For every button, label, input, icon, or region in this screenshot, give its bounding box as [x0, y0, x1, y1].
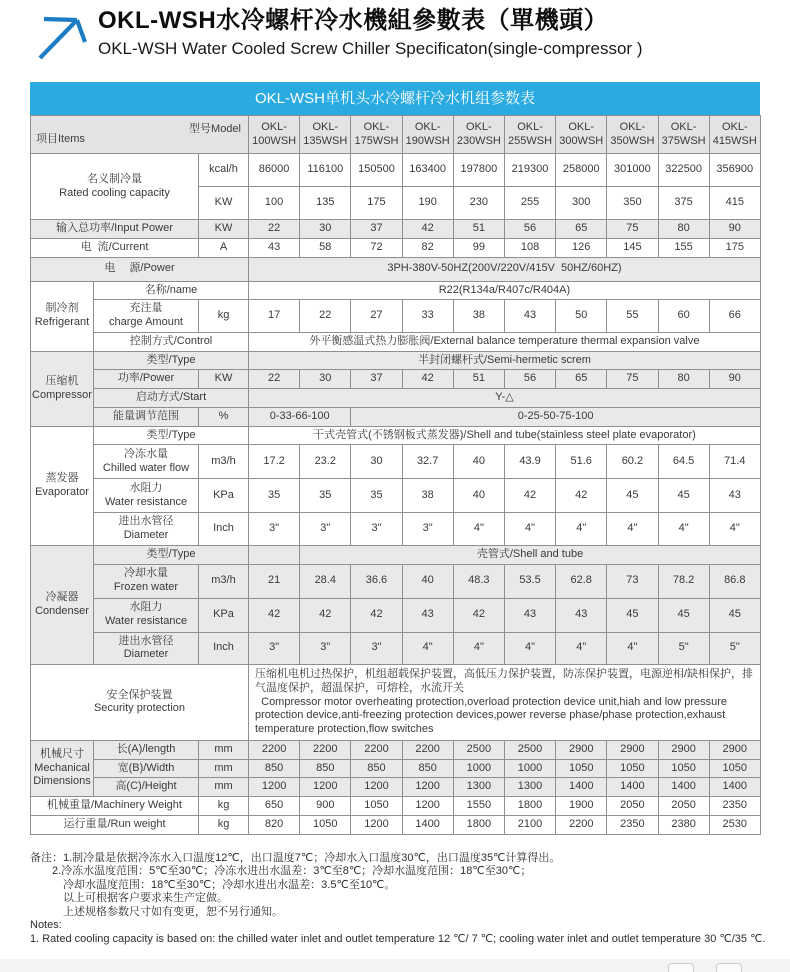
- model-header: OKL- 190WSH: [402, 116, 453, 154]
- value-cell: 43: [709, 479, 760, 513]
- row-label: 类型/Type: [94, 351, 249, 370]
- value-cell: 2200: [351, 740, 402, 759]
- value-cell: 51: [453, 220, 504, 239]
- unit-cell: KW: [199, 370, 249, 389]
- row-label: 启动方式/Start: [94, 389, 249, 408]
- value-cell: 2500: [453, 740, 504, 759]
- value-cell: 4": [504, 632, 555, 665]
- spec-value: 半封闭螺杆式/Semi-hermetic screm: [249, 351, 761, 370]
- page-header: [30, 0, 760, 82]
- value-cell: 219300: [504, 154, 555, 187]
- value-cell: 197800: [453, 154, 504, 187]
- value-cell: 1800: [504, 797, 555, 816]
- value-cell: 37: [351, 370, 402, 389]
- unit-cell: mm: [199, 740, 249, 759]
- value-cell: 900: [300, 797, 351, 816]
- row-label: 水阻力 Water resistance: [94, 598, 199, 632]
- table-row: [31, 445, 761, 479]
- value-cell: 48.3: [453, 564, 504, 598]
- value-cell: 86.8: [709, 564, 760, 598]
- value-cell: 75: [607, 370, 658, 389]
- row-label: 名义制冷量 Rated cooling capacity: [31, 154, 199, 220]
- value-cell: 3": [402, 513, 453, 546]
- value-cell: 45: [709, 598, 760, 632]
- value-cell: 126: [556, 238, 607, 257]
- value-cell: 23.2: [300, 445, 351, 479]
- table-row: [31, 238, 761, 257]
- value-cell: 1050: [658, 759, 709, 778]
- model-header: OKL- 230WSH: [453, 116, 504, 154]
- value-cell: 258000: [556, 154, 607, 187]
- value-cell: 1200: [249, 778, 300, 797]
- value-cell: 5": [709, 632, 760, 665]
- value-cell: 51.6: [556, 445, 607, 479]
- value-cell: 108: [504, 238, 555, 257]
- spec-value: 3PH-380V-50HZ(200V/220V/415V 50HZ/60HZ): [249, 257, 761, 281]
- value-cell: 43: [504, 300, 555, 333]
- cutoff-element: [668, 963, 694, 972]
- value-cell: 2350: [709, 797, 760, 816]
- notes-section: [30, 852, 775, 947]
- value-cell: 4": [556, 632, 607, 665]
- value-cell: 301000: [607, 154, 658, 187]
- value-cell: 1400: [709, 778, 760, 797]
- spec-value: 壳管式/Shell and tube: [300, 545, 761, 564]
- table-row: [31, 351, 761, 370]
- table-row: [31, 665, 761, 741]
- value-cell: 2900: [556, 740, 607, 759]
- model-header: OKL- 375WSH: [658, 116, 709, 154]
- value-cell: 2900: [607, 740, 658, 759]
- value-cell: 40: [453, 445, 504, 479]
- value-cell: 2100: [504, 815, 555, 834]
- value-cell: 175: [351, 187, 402, 220]
- value-cell: 1400: [607, 778, 658, 797]
- table-row: [31, 407, 761, 426]
- value-cell: 35: [300, 479, 351, 513]
- value-cell: 1050: [556, 759, 607, 778]
- table-row: [31, 426, 761, 445]
- value-cell: 43.9: [504, 445, 555, 479]
- value-cell: 3": [300, 632, 351, 665]
- value-cell: 45: [607, 598, 658, 632]
- value-cell: 30: [351, 445, 402, 479]
- value-cell: 4": [402, 632, 453, 665]
- page: [30, 0, 766, 946]
- row-label: 冷却水量 Frozen water: [94, 564, 199, 598]
- value-cell: 5": [658, 632, 709, 665]
- table-row: [31, 332, 761, 351]
- value-cell: 230: [453, 187, 504, 220]
- table-row: [31, 759, 761, 778]
- value-cell: 17.2: [249, 445, 300, 479]
- value-cell: 90: [709, 220, 760, 239]
- table-row: [31, 564, 761, 598]
- unit-cell: A: [199, 238, 249, 257]
- value-cell: 1400: [658, 778, 709, 797]
- value-cell: 66: [709, 300, 760, 333]
- value-cell: 73: [607, 564, 658, 598]
- unit-cell: KPa: [199, 479, 249, 513]
- value-cell: 3": [351, 513, 402, 546]
- value-cell: 4": [607, 632, 658, 665]
- value-cell: 375: [658, 187, 709, 220]
- value-cell: 3": [300, 513, 351, 546]
- unit-cell: Inch: [199, 632, 249, 665]
- unit-cell: kg: [199, 815, 249, 834]
- value-cell: 350: [607, 187, 658, 220]
- row-label: 电 流/Current: [31, 238, 199, 257]
- value-cell: 45: [658, 479, 709, 513]
- note-line: 以上可根据客户要求来生产定做。: [30, 892, 228, 904]
- unit-cell: m3/h: [199, 445, 249, 479]
- row-label: 能量调节范围: [94, 407, 199, 426]
- spec-table-body: [31, 116, 761, 835]
- group-label: 冷凝器 Condenser: [31, 545, 94, 664]
- table-title-banner: OKL-WSH单机头水冷螺杆冷水机组参数表: [30, 82, 760, 115]
- value-cell: 42: [453, 598, 504, 632]
- table-row: [31, 632, 761, 665]
- value-cell: 51: [453, 370, 504, 389]
- value-cell: 71.4: [709, 445, 760, 479]
- value-cell: 80: [658, 220, 709, 239]
- value-cell: 55: [607, 300, 658, 333]
- value-cell: 42: [402, 220, 453, 239]
- value-cell: 1200: [351, 815, 402, 834]
- table-row: [31, 545, 761, 564]
- row-label: 名称/name: [94, 281, 249, 300]
- value-cell: 850: [402, 759, 453, 778]
- value-cell: 30: [300, 220, 351, 239]
- corner-model-label: 型号Model: [189, 123, 241, 135]
- value-cell: 21: [249, 564, 300, 598]
- table-row: [31, 598, 761, 632]
- value-cell: 116100: [300, 154, 351, 187]
- value-cell: 65: [556, 220, 607, 239]
- value-cell: 22: [300, 300, 351, 333]
- table-row: [31, 513, 761, 546]
- spec-table: [30, 115, 761, 835]
- group-label: 蒸发器 Evaporator: [31, 426, 94, 545]
- value-cell: 37: [351, 220, 402, 239]
- value-cell: 62.8: [556, 564, 607, 598]
- table-row: [31, 257, 761, 281]
- row-label: 水阻力 Water resistance: [94, 479, 199, 513]
- spec-value: R22(R134a/R407c/R404A): [249, 281, 761, 300]
- value-cell: 4": [453, 632, 504, 665]
- value-cell: 43: [556, 598, 607, 632]
- value-cell: 3": [351, 632, 402, 665]
- spec-value: Y-△: [249, 389, 761, 408]
- value-cell: 60: [658, 300, 709, 333]
- value-cell: 56: [504, 370, 555, 389]
- corner-items-label: 项目Items: [36, 133, 85, 145]
- value-cell: 45: [658, 598, 709, 632]
- note-line: Notes:: [30, 919, 62, 931]
- value-cell: 190: [402, 187, 453, 220]
- value-cell: 175: [709, 238, 760, 257]
- value-cell: 36.6: [351, 564, 402, 598]
- value-cell: 155: [658, 238, 709, 257]
- note-line: 2.冷冻水温度范围：5℃至30℃；冷冻水进出水温差：3℃至8℃；冷却水温度范围：18℃至30℃；: [30, 865, 532, 877]
- unit-cell: kg: [199, 797, 249, 816]
- row-label: 类型/Type: [94, 545, 249, 564]
- value-cell: 1300: [504, 778, 555, 797]
- value-cell: 42: [300, 598, 351, 632]
- value-cell: 99: [453, 238, 504, 257]
- value-cell: 1050: [300, 815, 351, 834]
- value-cell: 32.7: [402, 445, 453, 479]
- value-cell: 65: [556, 370, 607, 389]
- value-cell: 2380: [658, 815, 709, 834]
- value-cell: 4": [607, 513, 658, 546]
- value-cell: 22: [249, 220, 300, 239]
- unit-cell: kcal/h: [199, 154, 249, 187]
- model-header: OKL- 350WSH: [607, 116, 658, 154]
- value-cell: 27: [351, 300, 402, 333]
- value-cell: 17: [249, 300, 300, 333]
- table-row: [31, 370, 761, 389]
- value-cell: 2530: [709, 815, 760, 834]
- value-cell: 1050: [709, 759, 760, 778]
- spec-value: 干式壳管式(不锈钢板式蒸发器)/Shell and tube(stainless steel plate evaporator): [249, 426, 761, 445]
- table-row: [31, 154, 761, 187]
- spec-value: 外平衡感温式热力膨胀阀/External balance temperature thermal expansion valve: [249, 332, 761, 351]
- value-cell: 50: [556, 300, 607, 333]
- value-cell: 356900: [709, 154, 760, 187]
- unit-cell: kg: [199, 300, 249, 333]
- value-cell: 64.5: [658, 445, 709, 479]
- model-header: OKL- 255WSH: [504, 116, 555, 154]
- arrow-up-right-icon: [30, 8, 88, 62]
- value-cell: 2050: [658, 797, 709, 816]
- row-label: 功率/Power: [94, 370, 199, 389]
- table-row: [31, 815, 761, 834]
- unit-cell: %: [199, 407, 249, 426]
- value-cell: 22: [249, 370, 300, 389]
- model-header: OKL- 175WSH: [351, 116, 402, 154]
- value-cell: 43: [249, 238, 300, 257]
- value-cell: 850: [351, 759, 402, 778]
- value-cell: 42: [504, 479, 555, 513]
- value-cell: 135: [300, 187, 351, 220]
- value-cell: 1200: [300, 778, 351, 797]
- note-line: 上述规格参数尺寸如有变更，恕不另行通知。: [30, 905, 283, 918]
- table-row: [31, 778, 761, 797]
- row-label: 机械重量/Machinery Weight: [31, 797, 199, 816]
- value-cell: 163400: [402, 154, 453, 187]
- note-line: 冷却水温度范围：18℃至30℃；冷却水进出水温差：3.5℃至10℃。: [30, 878, 396, 891]
- value-cell: 28.4: [300, 564, 351, 598]
- unit-cell: mm: [199, 778, 249, 797]
- value-cell: 1800: [453, 815, 504, 834]
- value-cell: 80: [658, 370, 709, 389]
- value-cell: 42: [556, 479, 607, 513]
- model-header: OKL- 135WSH: [300, 116, 351, 154]
- table-row: [31, 740, 761, 759]
- table-row: [31, 389, 761, 408]
- empty-cell: [249, 545, 300, 564]
- unit-cell: mm: [199, 759, 249, 778]
- value-cell: 33: [402, 300, 453, 333]
- value-cell: 4": [504, 513, 555, 546]
- value-cell: 38: [402, 479, 453, 513]
- note-line: 备注：1.制冷量是依据冷冻水入口温度12℃，出口温度7℃；冷却水入口温度30℃，出口温度35℃计算得出。: [30, 851, 561, 864]
- value-cell: 2900: [658, 740, 709, 759]
- model-header: OKL- 100WSH: [249, 116, 300, 154]
- value-cell: 100: [249, 187, 300, 220]
- row-label: 充注量 charge Amount: [94, 300, 199, 333]
- value-cell: 1050: [351, 797, 402, 816]
- spec-value: 0-25-50-75-100: [351, 407, 761, 426]
- value-cell: 820: [249, 815, 300, 834]
- value-cell: 1900: [556, 797, 607, 816]
- page-title: OKL-WSH水冷螺杆冷水機組參數表（單機頭）: [98, 7, 609, 34]
- value-cell: 4": [658, 513, 709, 546]
- value-cell: 40: [453, 479, 504, 513]
- value-cell: 43: [402, 598, 453, 632]
- value-cell: 1550: [453, 797, 504, 816]
- row-label: 类型/Type: [94, 426, 249, 445]
- value-cell: 850: [300, 759, 351, 778]
- spec-value: 0-33-66-100: [249, 407, 351, 426]
- row-label: 输入总功率/Input Power: [31, 220, 199, 239]
- value-cell: 72: [351, 238, 402, 257]
- value-cell: 2500: [504, 740, 555, 759]
- table-row: [31, 281, 761, 300]
- value-cell: 42: [402, 370, 453, 389]
- table-row: [31, 116, 761, 154]
- model-header: OKL- 300WSH: [556, 116, 607, 154]
- value-cell: 255: [504, 187, 555, 220]
- row-label: 控制方式/Control: [94, 332, 249, 351]
- row-label: 电 源/Power: [31, 257, 249, 281]
- value-cell: 38: [453, 300, 504, 333]
- value-cell: 2200: [556, 815, 607, 834]
- table-row: [31, 797, 761, 816]
- row-label: 冷冻水量 Chilled water flow: [94, 445, 199, 479]
- row-label: 安全保护装置 Security protection: [31, 665, 249, 741]
- value-cell: 1000: [453, 759, 504, 778]
- value-cell: 2050: [607, 797, 658, 816]
- note-line: 1. Rated cooling capacity is based on: the chilled water inlet and outlet temperature 12 ℃/ 7 ℃; cooling water inlet and outlet temperature 30 ℃/35 ℃.: [30, 932, 766, 945]
- value-cell: 1400: [556, 778, 607, 797]
- value-cell: 1300: [453, 778, 504, 797]
- value-cell: 2200: [249, 740, 300, 759]
- table-row: [31, 220, 761, 239]
- value-cell: 53.5: [504, 564, 555, 598]
- value-cell: 650: [249, 797, 300, 816]
- value-cell: 90: [709, 370, 760, 389]
- value-cell: 4": [453, 513, 504, 546]
- titles: [98, 0, 760, 59]
- value-cell: 42: [249, 598, 300, 632]
- value-cell: 58: [300, 238, 351, 257]
- value-cell: 30: [300, 370, 351, 389]
- value-cell: 75: [607, 220, 658, 239]
- unit-cell: Inch: [199, 513, 249, 546]
- page-subtitle: OKL-WSH Water Cooled Screw Chiller Specificaton(single-compressor ): [98, 38, 643, 58]
- value-cell: 86000: [249, 154, 300, 187]
- unit-cell: KW: [199, 187, 249, 220]
- value-cell: 415: [709, 187, 760, 220]
- table-row: [31, 479, 761, 513]
- value-cell: 4": [709, 513, 760, 546]
- value-cell: 3": [249, 513, 300, 546]
- value-cell: 322500: [658, 154, 709, 187]
- value-cell: 2200: [402, 740, 453, 759]
- value-cell: 1200: [351, 778, 402, 797]
- group-label: 制冷剂 Refrigerant: [31, 281, 94, 351]
- value-cell: 43: [504, 598, 555, 632]
- row-label: 运行重量/Run weight: [31, 815, 199, 834]
- table-row: [31, 300, 761, 333]
- value-cell: 1400: [402, 815, 453, 834]
- unit-cell: m3/h: [199, 564, 249, 598]
- value-cell: 3": [249, 632, 300, 665]
- value-cell: 145: [607, 238, 658, 257]
- model-header: OKL- 415WSH: [709, 116, 760, 154]
- value-cell: 82: [402, 238, 453, 257]
- value-cell: 42: [351, 598, 402, 632]
- value-cell: 1000: [504, 759, 555, 778]
- row-label: 高(C)/Height: [94, 778, 199, 797]
- value-cell: 45: [607, 479, 658, 513]
- value-cell: 35: [351, 479, 402, 513]
- row-label: 进出水管径 Diameter: [94, 632, 199, 665]
- value-cell: 35: [249, 479, 300, 513]
- group-label: 压缩机 Compressor: [31, 351, 94, 426]
- value-cell: 2200: [300, 740, 351, 759]
- row-label: 宽(B)/Width: [94, 759, 199, 778]
- cutoff-element: [716, 963, 742, 972]
- value-cell: 78.2: [658, 564, 709, 598]
- value-cell: 1200: [402, 797, 453, 816]
- value-cell: 300: [556, 187, 607, 220]
- unit-cell: KPa: [199, 598, 249, 632]
- value-cell: 150500: [351, 154, 402, 187]
- bottom-strip: [0, 959, 790, 972]
- value-cell: 40: [402, 564, 453, 598]
- corner-cell: [31, 116, 249, 154]
- value-cell: 2900: [709, 740, 760, 759]
- value-cell: 4": [556, 513, 607, 546]
- group-label: 机械尺寸 Mechanical Dimensions: [31, 740, 94, 796]
- value-cell: 56: [504, 220, 555, 239]
- value-cell: 850: [249, 759, 300, 778]
- value-cell: 1200: [402, 778, 453, 797]
- value-cell: 2350: [607, 815, 658, 834]
- unit-cell: KW: [199, 220, 249, 239]
- row-label: 长(A)/length: [94, 740, 199, 759]
- value-cell: 1050: [607, 759, 658, 778]
- row-label: 进出水管径 Diameter: [94, 513, 199, 546]
- spec-value: 压缩机电机过热保护，机组超载保护装置，高低压力保护装置，防冻保护装置，电源逆相/缺相保护，排气温度保护，超温保护，可熔栓，水流开关 Compressor motor overheating protection,overload protection device unit,hiah and low pressure protection device,anti-freezing protection devices,power reverse phase/phase protection,exhaust temperature protection,flow switches: [249, 665, 761, 741]
- value-cell: 60.2: [607, 445, 658, 479]
